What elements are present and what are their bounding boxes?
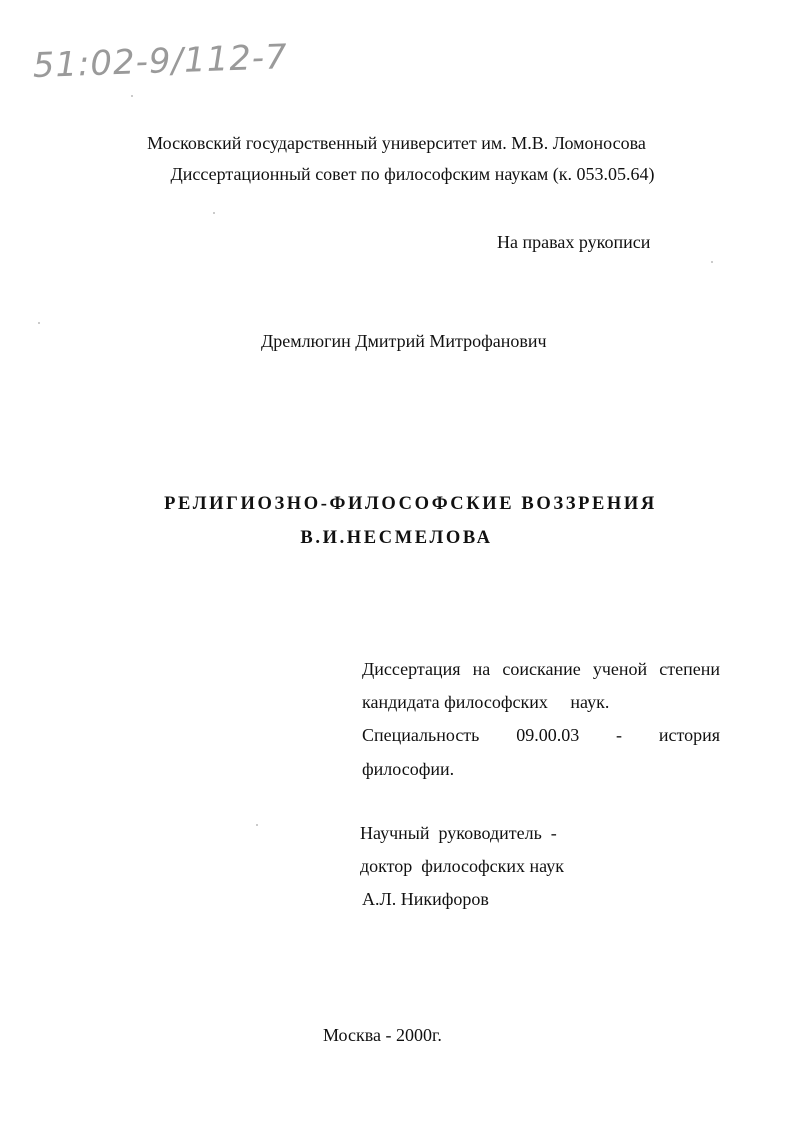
word: на	[472, 659, 491, 679]
specialty-line-2: философии.	[362, 759, 455, 779]
word: соискание	[502, 659, 581, 679]
author-name: Дремлюгин Дмитрий Митрофанович	[261, 331, 547, 351]
archive-stamp: 51:02-9/112-7	[32, 37, 289, 86]
scan-speck	[38, 322, 40, 324]
university-name: Московский государственный университет им. М.В. Ломоносова	[147, 133, 646, 153]
dissertation-description-line-2: кандидата философских наук.	[362, 692, 610, 712]
word: степени	[659, 659, 720, 679]
scan-speck	[213, 212, 215, 214]
scan-speck	[131, 95, 133, 97]
scan-speck	[256, 824, 258, 826]
dissertation-title-line-2: В.И.НЕСМЕЛОВА	[300, 528, 493, 548]
dissertation-title-line-1: РЕЛИГИОЗНО-ФИЛОСОФСКИЕ ВОЗЗРЕНИЯ	[164, 494, 657, 514]
word: ученой	[592, 659, 648, 679]
dash: -	[616, 725, 623, 745]
word: Диссертация	[362, 659, 461, 679]
dissertation-council: Диссертационный совет по философским наукам (к. 053.05.64)	[170, 164, 655, 184]
city-year: Москва - 2000г.	[323, 1025, 442, 1045]
specialty-code: 09.00.03	[516, 725, 580, 745]
supervisor-degree: доктор философских наук	[360, 856, 564, 876]
supervisor-role: Научный руководитель -	[360, 823, 557, 843]
dissertation-description-line-1	[362, 659, 720, 680]
supervisor-name: А.Л. Никифоров	[362, 889, 489, 909]
scan-speck	[711, 261, 713, 263]
specialty-label: Специальность	[362, 725, 480, 745]
rights-note: На правах рукописи	[497, 232, 651, 252]
specialty-line	[362, 725, 720, 746]
specialty-name: история	[658, 725, 720, 745]
